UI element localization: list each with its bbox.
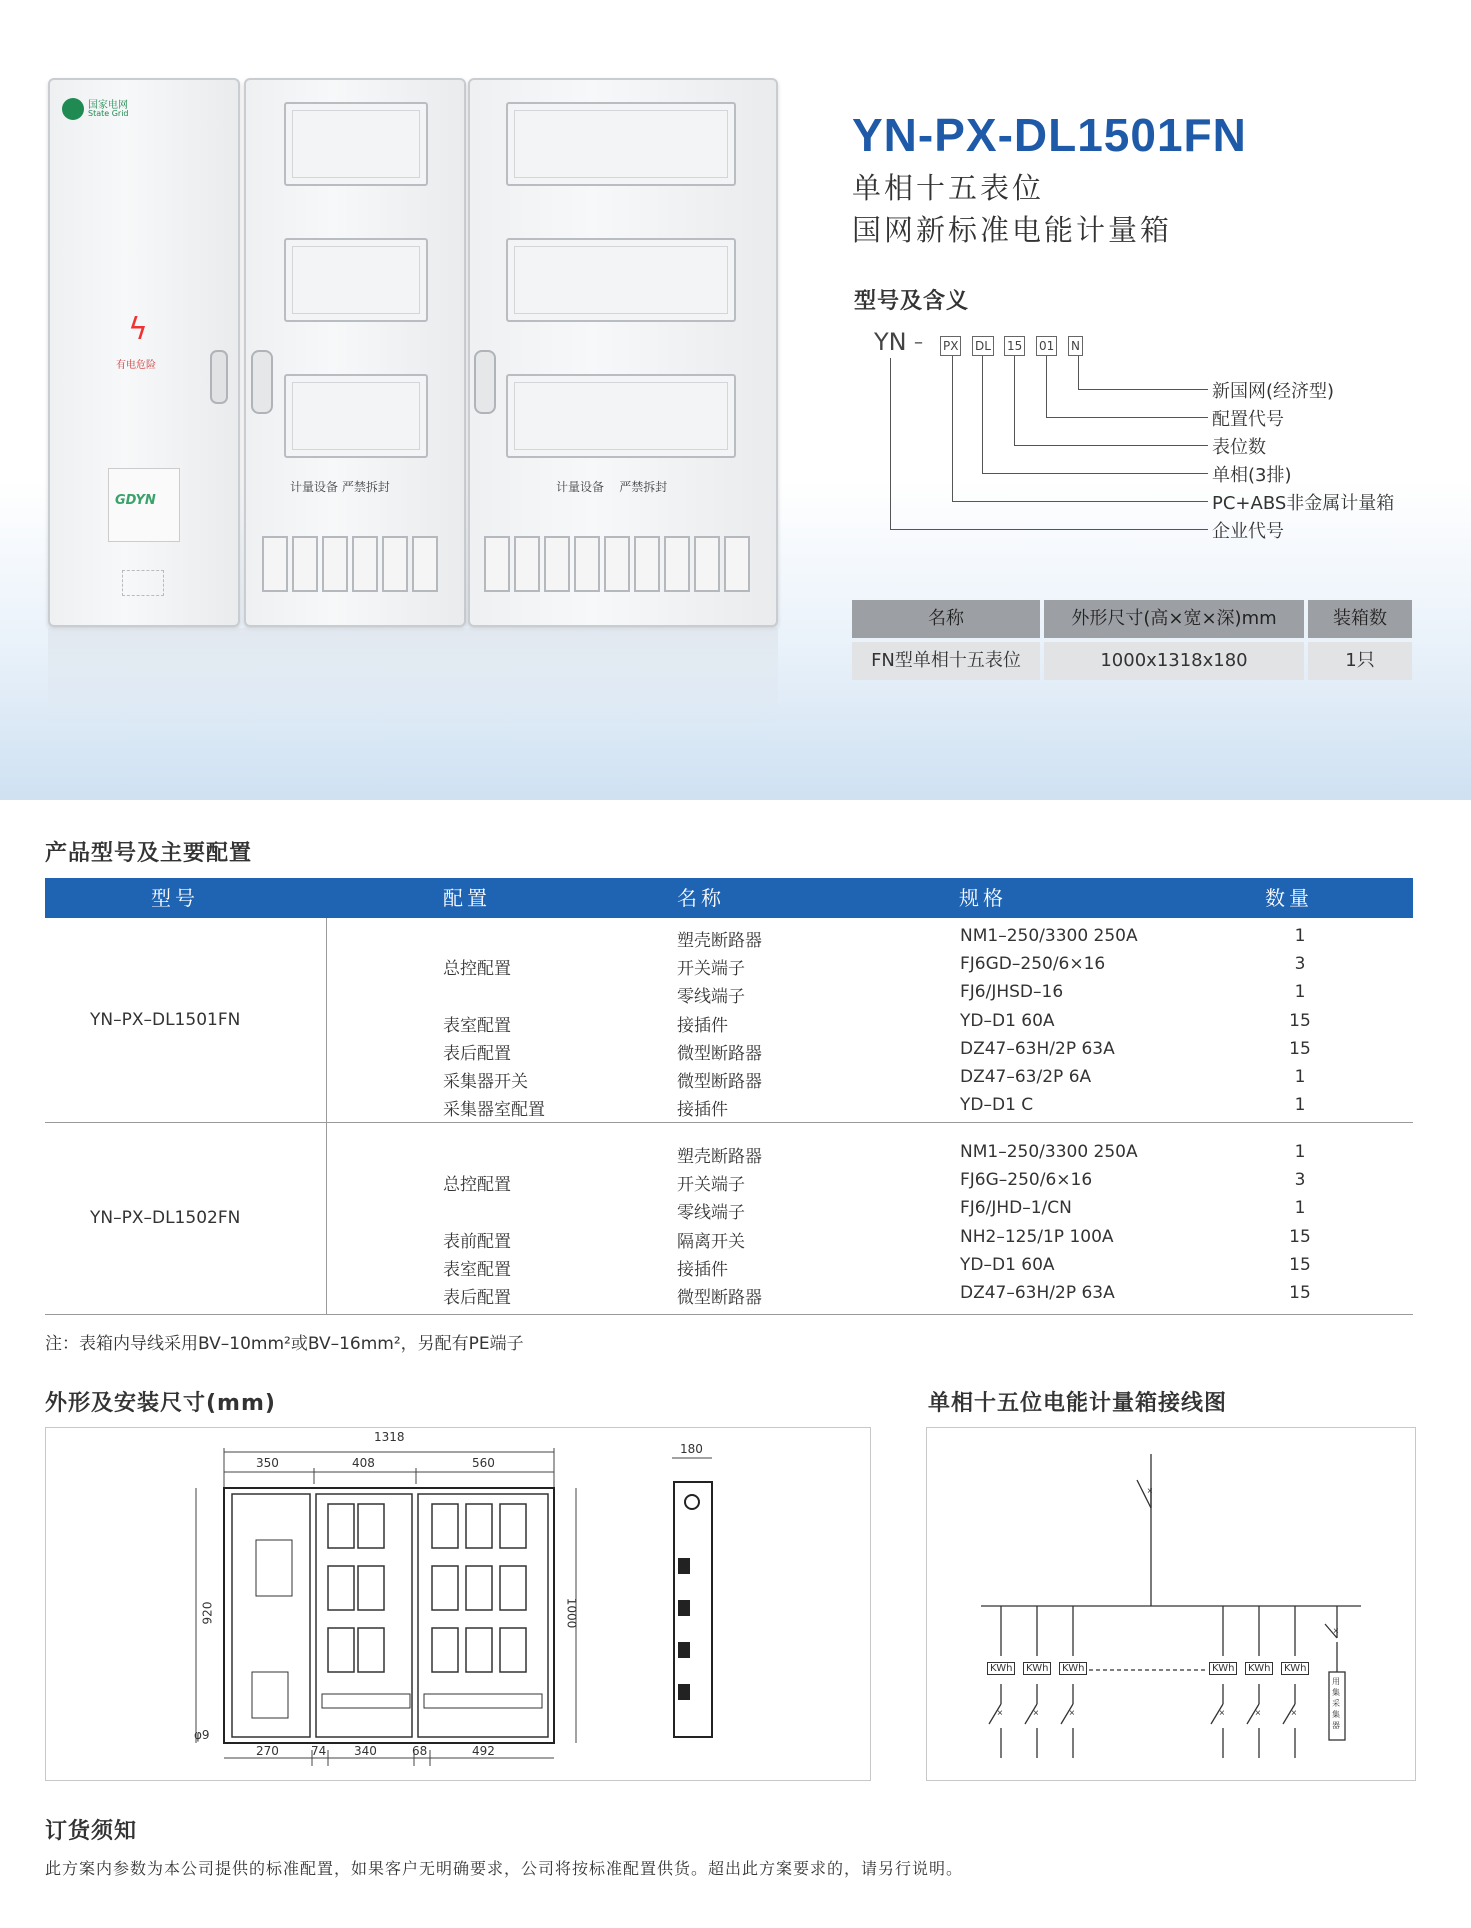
svg-text:×: ×: [1033, 1708, 1039, 1719]
code-meaning: PC+ABS非金属计量箱: [1212, 493, 1395, 514]
breaker-slot: [724, 536, 750, 592]
spec-header-size: 外形尺寸(高×宽×深)mm: [1044, 600, 1304, 638]
dim-bottom-part: 68: [412, 1744, 428, 1758]
meter-window: [506, 102, 736, 186]
name-cell: 开关端子: [677, 1175, 745, 1196]
config-cell: 采集器室配置: [443, 1100, 545, 1121]
latch-icon: [474, 350, 496, 414]
name-cell: 微型断路器: [677, 1043, 762, 1064]
config-cell: 采集器开关: [443, 1072, 528, 1092]
qty-cell: 15: [1289, 1283, 1311, 1303]
code-meaning: 配置代号: [1212, 409, 1284, 430]
left-door: [48, 78, 240, 627]
order-text: 此方案内参数为本公司提供的标准配置，如果客户无明确要求，公司将按标准配置供货。超出此方案要求的，请另行说明。: [45, 1859, 964, 1878]
spec-cell: NM1–250/3300 250A: [960, 926, 1138, 946]
qty-cell: 15: [1289, 1226, 1311, 1247]
connector-line: [982, 356, 983, 473]
svg-text:×: ×: [997, 1708, 1003, 1719]
col-qty: 数量: [1265, 886, 1313, 910]
name-cell: 接插件: [677, 1259, 728, 1280]
name-cell: 开关端子: [677, 959, 745, 980]
group2-model: YN–PX–DL1502FN: [90, 1208, 241, 1228]
wiring-svg: [927, 1428, 1415, 1780]
collector-label: 用 集 采 集 器: [1332, 1677, 1340, 1730]
config-cell: 表室配置: [443, 1015, 511, 1036]
meter-window: [506, 238, 736, 322]
wiring-diagram: [926, 1427, 1416, 1781]
qty-cell: 15: [1289, 1010, 1311, 1031]
middle-door: [244, 78, 466, 627]
lightning-icon: ϟ: [128, 312, 148, 347]
config-cell: 表室配置: [443, 1259, 511, 1280]
spec-cell: YD–D1 60A: [960, 1254, 1055, 1275]
breaker-slot: [382, 536, 408, 592]
breaker-slot: [574, 536, 600, 592]
connector-line: [890, 529, 1208, 530]
name-cell: 零线端子: [677, 1203, 745, 1224]
breaker-slot: [352, 536, 378, 592]
breaker-slot: [634, 536, 660, 592]
meter-window: [284, 374, 428, 458]
spec-cell: NM1–250/3300 250A: [960, 1142, 1138, 1162]
product-subtitle-2: 国网新标准电能计量箱: [852, 213, 1173, 247]
dim-bottom-part: 270: [256, 1744, 279, 1758]
connector-line: [1078, 389, 1208, 390]
breaker-slot: [664, 536, 690, 592]
name-cell: 隔离开关: [677, 1231, 745, 1252]
name-cell: 接插件: [677, 1015, 728, 1036]
dim-height-total: 1000: [564, 1597, 579, 1629]
config-cell: 表后配置: [443, 1043, 511, 1064]
breaker-slot: [262, 536, 288, 592]
spec-header-name: 名称: [852, 600, 1040, 638]
meter-kwh-icon: KWh: [1281, 1662, 1309, 1675]
name-cell: 接插件: [677, 1100, 728, 1121]
qty-cell: 15: [1289, 1254, 1311, 1275]
spec-cell: DZ47–63H/2P 63A: [960, 1283, 1115, 1303]
svg-text:×: ×: [1219, 1708, 1225, 1719]
qty-cell: 3: [1294, 954, 1306, 975]
breaker-slot: [292, 536, 318, 592]
dim-overall-width: 1318: [374, 1430, 405, 1444]
spec-cell-qty: 1只: [1308, 642, 1412, 680]
code-box-dl: DL: [972, 336, 994, 356]
name-cell: 微型断路器: [677, 1288, 762, 1308]
col-spec: 规格: [959, 886, 1007, 910]
connector-line: [1046, 356, 1047, 417]
meter-window: [284, 238, 428, 322]
breaker-slot: [604, 536, 630, 592]
spec-cell-name: FN型单相十五表位: [852, 642, 1040, 680]
brand-badge: GDYN: [115, 493, 156, 508]
config-cell: 表后配置: [443, 1288, 511, 1308]
code-box-px: PX: [940, 336, 961, 356]
qty-cell: 3: [1294, 1170, 1306, 1191]
latch-icon: [251, 350, 273, 414]
door-lock-icon: [210, 350, 228, 404]
name-cell: 零线端子: [677, 987, 745, 1008]
dim-height-inner: 920: [200, 1601, 215, 1625]
connector-line: [952, 356, 953, 501]
breaker-slot: [694, 536, 720, 592]
code-meaning: 新国网(经济型): [1212, 381, 1335, 402]
dim-top-part: 350: [256, 1456, 279, 1470]
code-meaning: 单相(3排): [1212, 465, 1292, 486]
meter-kwh-icon: KWh: [1059, 1662, 1087, 1675]
connector-line: [890, 358, 891, 529]
dim-hole: φ9: [194, 1728, 210, 1742]
right-door: [468, 78, 778, 627]
code-box-n: N: [1068, 336, 1083, 356]
spec-cell: FJ6GD–250/6×16: [960, 954, 1106, 975]
qty-cell: 15: [1289, 1038, 1311, 1059]
code-meaning: 表位数: [1212, 437, 1266, 458]
col-config: 配置: [443, 886, 491, 910]
meter-window: [506, 374, 736, 458]
spec-cell: DZ47–63H/2P 63A: [960, 1038, 1115, 1059]
spec-cell: YD–D1 60A: [960, 1010, 1055, 1031]
connector-line: [1014, 356, 1015, 445]
svg-text:×: ×: [1291, 1708, 1297, 1719]
svg-text:×: ×: [1147, 1486, 1153, 1497]
qty-cell: 1: [1294, 1142, 1306, 1162]
state-grid-logo-icon: [62, 98, 84, 120]
col-model: 型号: [151, 886, 199, 910]
svg-text:×: ×: [1333, 1626, 1339, 1637]
spec-cell: FJ6/JHD–1/CN: [960, 1198, 1072, 1219]
config-note: 注：表箱内导线采用BV–10mm²或BV–16mm²，另配有PE端子: [45, 1334, 524, 1354]
product-subtitle-1: 单相十五表位: [852, 171, 1045, 205]
wiring-heading: 单相十五位电能计量箱接线图: [928, 1391, 1228, 1416]
breaker-slot: [412, 536, 438, 592]
spec-cell: FJ6/JHSD–16: [960, 982, 1064, 1003]
config-cell: 表前配置: [443, 1231, 511, 1252]
config-cell: 总控配置: [443, 1175, 511, 1196]
breaker-slot: [544, 536, 570, 592]
spec-cell: NH2–125/1P 100A: [960, 1226, 1114, 1247]
code-prefix: YN: [874, 328, 907, 356]
qty-cell: 1: [1294, 982, 1306, 1003]
meter-kwh-icon: KWh: [987, 1662, 1015, 1675]
connector-line: [1078, 356, 1079, 389]
brand-window: [108, 468, 180, 542]
spec-header-qty: 装箱数: [1308, 600, 1412, 638]
meter-kwh-icon: KWh: [1245, 1662, 1273, 1675]
config-table-header: [45, 878, 1413, 918]
dimensions-heading: 外形及安装尺寸(mm): [45, 1391, 276, 1416]
group-divider: [45, 1122, 1413, 1123]
logo-cn: 国家电网: [88, 100, 128, 111]
name-cell: 塑壳断路器: [677, 1147, 762, 1167]
logo-en: State Grid: [88, 109, 129, 118]
dim-top-part: 408: [352, 1456, 375, 1470]
product-model-title: YN-PX-DL1501FN: [852, 109, 1247, 161]
breaker-slot: [484, 536, 510, 592]
photo-reflection: [48, 628, 778, 728]
model-code-heading: 型号及含义: [854, 289, 970, 314]
name-cell: 塑壳断路器: [677, 931, 762, 951]
dim-bottom-part: 340: [354, 1744, 377, 1758]
dim-top-part: 560: [472, 1456, 495, 1470]
qty-cell: 1: [1294, 1095, 1306, 1116]
meter-kwh-icon: KWh: [1209, 1662, 1237, 1675]
dim-depth: 180: [680, 1442, 703, 1456]
breaker-slot: [322, 536, 348, 592]
seal-label: 计量设备 严禁拆封: [556, 480, 668, 494]
spec-cell: DZ47–63/2P 6A: [960, 1067, 1092, 1087]
qty-cell: 1: [1294, 926, 1306, 946]
dim-bottom-part: 492: [472, 1744, 495, 1758]
code-meaning: 企业代号: [1212, 521, 1284, 542]
spec-cell: YD–D1 C: [960, 1095, 1034, 1116]
connector-line: [952, 501, 1208, 502]
meter-window: [284, 102, 428, 186]
connector-line: [1046, 417, 1208, 418]
order-heading: 订货须知: [45, 1819, 138, 1844]
config-heading: 产品型号及主要配置: [45, 841, 253, 866]
seal-label: 计量设备 严禁拆封: [290, 480, 390, 494]
col-name: 名称: [677, 886, 725, 910]
vent-slot: [122, 570, 164, 596]
product-photo: [48, 78, 778, 623]
dim-bottom-part: 74: [311, 1744, 327, 1758]
svg-text:×: ×: [1069, 1708, 1075, 1719]
config-cell: 总控配置: [443, 959, 511, 980]
group1-model: YN–PX–DL1501FN: [90, 1010, 241, 1030]
meter-kwh-icon: KWh: [1023, 1662, 1051, 1675]
qty-cell: 1: [1294, 1198, 1306, 1219]
dimensions-drawing: [45, 1427, 871, 1781]
spec-cell: FJ6G–250/6×16: [960, 1170, 1093, 1191]
spec-cell-size: 1000x1318x180: [1044, 642, 1304, 680]
qty-cell: 1: [1294, 1067, 1306, 1087]
column-divider: [326, 918, 327, 1314]
dimension-svg: [46, 1428, 870, 1780]
svg-text:×: ×: [1255, 1708, 1261, 1719]
code-dash: –: [914, 332, 923, 353]
code-box-15: 15: [1004, 336, 1025, 356]
table-bottom-rule: [45, 1314, 1413, 1315]
code-box-01: 01: [1036, 336, 1057, 356]
warning-text: 有电危险: [116, 360, 156, 371]
connector-line: [1014, 445, 1208, 446]
name-cell: 微型断路器: [677, 1072, 762, 1092]
breaker-slot: [514, 536, 540, 592]
connector-line: [982, 473, 1208, 474]
